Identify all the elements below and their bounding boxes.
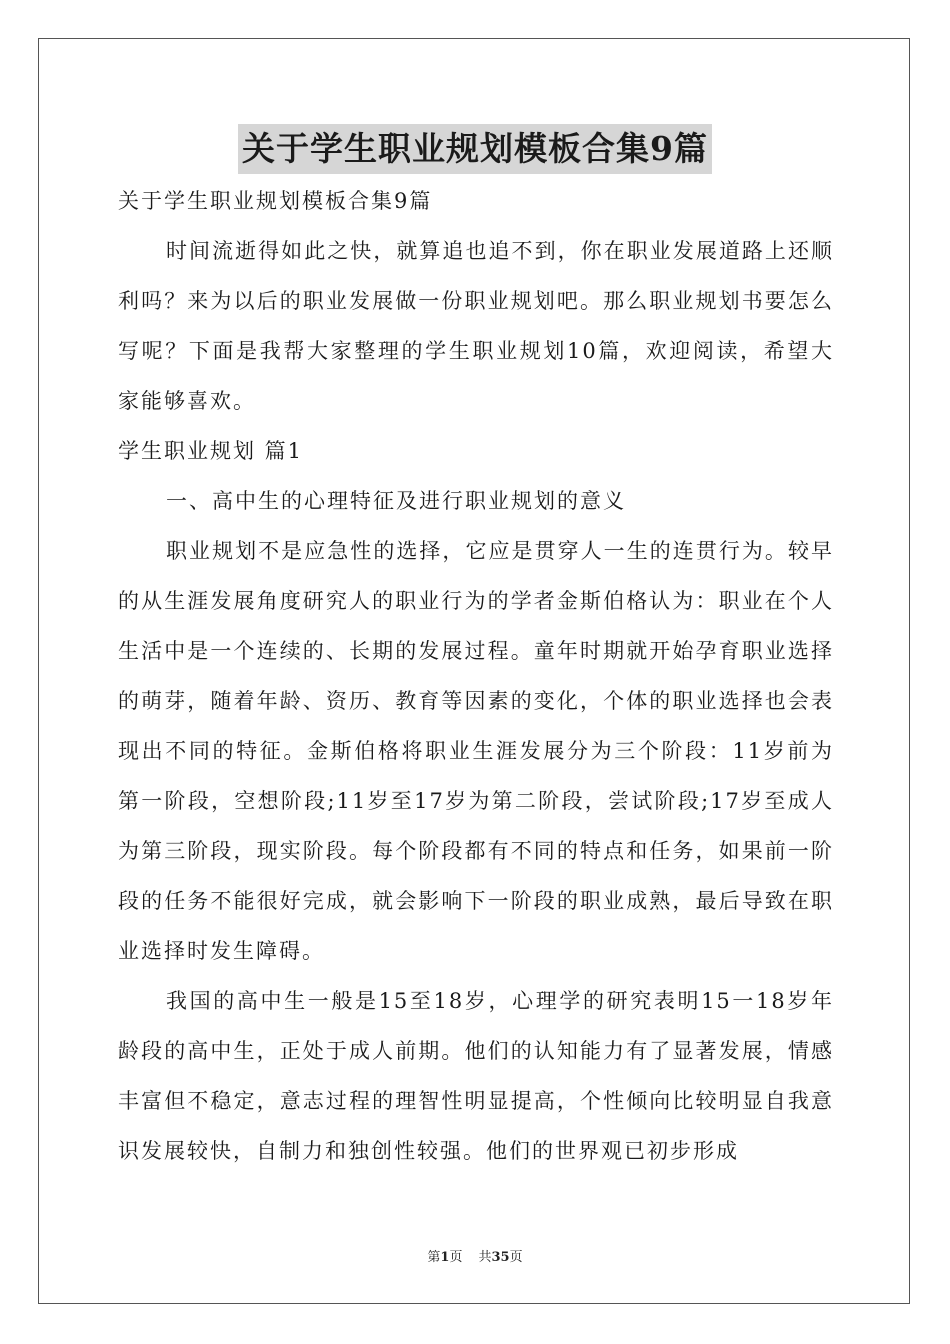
total-suffix: 页 [509, 1250, 523, 1265]
title-container [0, 124, 950, 174]
section-heading: 学生职业规划 篇1 [118, 439, 304, 463]
total-prefix: 共 [478, 1250, 492, 1265]
subtitle-line: 关于学生职业规划模板合集9篇 [118, 189, 433, 213]
subsection-heading: 一、高中生的心理特征及进行职业规划的意义 [166, 489, 626, 513]
document-title: 关于学生职业规划模板合集9篇 [238, 124, 712, 174]
intro-paragraph: 时间流逝得如此之快，就算追也追不到，你在职业发展道路上还顺利吗？来为以后的职业发展做一份职业规划吧。那么职业规划书要怎么写呢？下面是我帮大家整理的学生职业规划10篇，欢迎阅读，希望大家能够喜欢。 [118, 239, 834, 413]
page-number: 1 [440, 1250, 450, 1265]
page-footer [0, 1246, 950, 1265]
page-prefix: 第 [427, 1250, 441, 1265]
document-body [118, 176, 834, 1176]
page-suffix: 页 [449, 1250, 463, 1265]
total-pages: 35 [491, 1250, 510, 1265]
body-paragraph: 我国的高中生一般是15至18岁，心理学的研究表明15一18岁年龄段的高中生，正处于成人前期。他们的认知能力有了显著发展，情感丰富但不稳定，意志过程的理智性明显提高，个性倾向比较明显自我意识发展较快，自制力和独创性较强。他们的世界观已初步形成 [118, 989, 834, 1163]
body-paragraph: 职业规划不是应急性的选择，它应是贯穿人一生的连贯行为。较早的从生涯发展角度研究人的职业行为的学者金斯伯格认为：职业在个人生活中是一个连续的、长期的发展过程。童年时期就开始孕育职业选择的萌芽，随着年龄、资历、教育等因素的变化，个体的职业选择也会表现出不同的特征。金斯伯格将职业生涯发展分为三个阶段：11岁前为第一阶段，空想阶段;11岁至17岁为第二阶段，尝试阶段;17岁至成人为第三阶段，现实阶段。每个阶段都有不同的特点和任务，如果前一阶段的任务不能很好完成，就会影响下一阶段的职业成熟，最后导致在职业选择时发生障碍。 [118, 539, 834, 963]
